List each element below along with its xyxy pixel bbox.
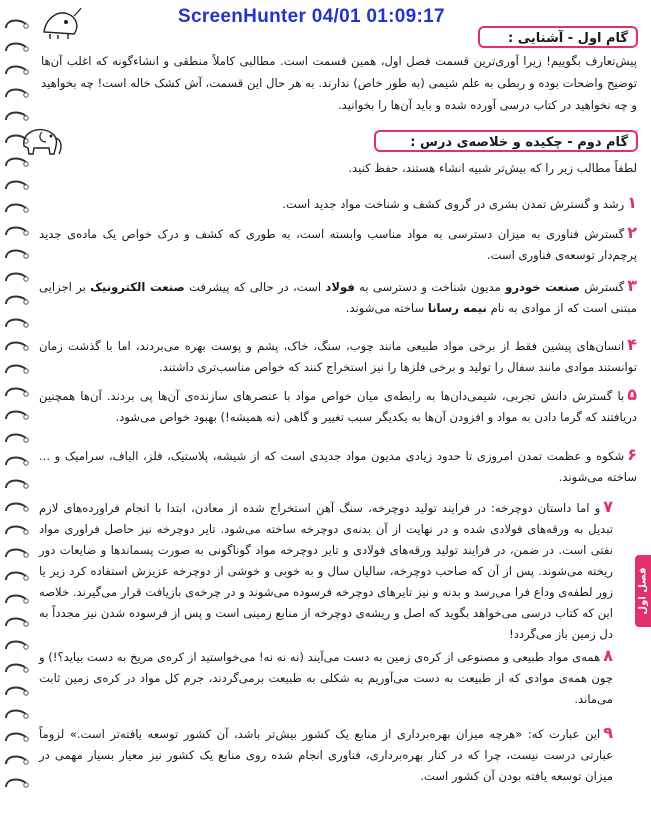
spiral-ring: [4, 363, 30, 377]
item-number: ۲: [627, 223, 637, 242]
item-number: ۳: [627, 276, 637, 295]
spiral-ring: [4, 156, 30, 170]
spiral-ring: [4, 616, 30, 630]
spiral-ring: [4, 432, 30, 446]
summary-item-1: [39, 192, 637, 215]
spiral-ring: [4, 271, 30, 285]
spiral-ring: [4, 662, 30, 676]
cartoon-doodle-icon: [40, 6, 82, 40]
item-bold-term: صنعت خودرو: [505, 280, 581, 294]
item-number: ۹: [603, 723, 613, 742]
step2-lead-text: لطفاً مطالب زیر را که بیش‌تر شبیه انشاء هستند، حفظ کنید.: [348, 161, 637, 175]
item-text: گسترش فناوری به میزان دسترسی به مواد مناسب وابسته است، به طوری که کشف و درک خواص یک ماده‌ی جدید پرچم‌دار توسعه‌ی فناوری است.: [39, 227, 637, 262]
spiral-ring: [4, 593, 30, 607]
spiral-ring: [4, 248, 30, 262]
summary-item-8: [39, 645, 613, 710]
spiral-ring: [4, 294, 30, 308]
spiral-ring: [4, 179, 30, 193]
item-number: ۵: [627, 385, 637, 404]
elephant-icon: [18, 124, 64, 158]
spiral-ring: [4, 64, 30, 78]
item-text: و اما داستان دوچرخه: در فرایند تولید دوچرخه، سنگ آهن استخراج شده از معادن، ابتدا با انجام فراورده‌های لازم تبدیل به ورقه‌های فولادی شده و در نهایت از آن بدنه‌ی دوچرخه ساخته می‌شود. تایر دوچرخه نیز حاصل فراوری مواد نفتی است. در ضمن، در فرایند تولید ورقه‌های فولادی و تایر دوچرخه مواد گوناگونی به صورت پسماندها و ضایعات دور ریخته می‌شوند. پس از آن که صاحب دوچرخه، سالیان سال و به خوبی و خوشی از دوچرخه عزیزش استفاده کرد زیر یا زور لطفه‌ی وداع فرا می‌رسد و بدنه و نیز تایرهای دوچرخه فرسوده می‌شوند و در چرخه‌ی بازیافت قرار می‌گیرند. خلاصه این که کتاب درسی می‌خواهد بگوید که اصل و ریشه‌ی دوچرخه از منابع زمینی است و پس از فرسوده شدن نیز مجدداً به دل زمین باز می‌گردد!: [39, 501, 613, 641]
item-number: ۶: [627, 445, 637, 464]
summary-item-4: [39, 334, 637, 378]
spiral-ring: [4, 639, 30, 653]
spiral-ring: [4, 570, 30, 584]
summary-item-2: [39, 222, 637, 266]
spiral-ring: [4, 455, 30, 469]
step2-heading: گام دوم - چکیده و خلاصه‌ی درس :: [374, 130, 638, 152]
spiral-ring: [4, 41, 30, 55]
chapter-side-tab: [635, 555, 651, 627]
summary-item-7: [39, 496, 613, 645]
item-text: رشد و گسترش تمدن بشری در گروی کشف و شناخت مواد جدید است.: [282, 197, 625, 211]
spiral-ring: [4, 754, 30, 768]
spiral-ring: [4, 225, 30, 239]
item-bold-term: فولاد: [325, 280, 355, 294]
item-number: ۷: [603, 497, 613, 516]
spiral-ring: [4, 18, 30, 32]
spiral-ring: [4, 708, 30, 722]
step1-heading: گام اول - آشنایی :: [478, 26, 638, 48]
chapter-side-tab-label: فصل اول: [637, 567, 649, 615]
spiral-ring: [4, 317, 30, 331]
item-text: بر اجزایی مبتنی است که از موادی به نام: [39, 280, 637, 315]
item-text: انسان‌های پیشین فقط از برخی مواد طبیعی مانند چوب، سنگ، خاک، پشم و پوست بهره می‌بردند، اما با گذشت زمان توانستند موادی مانند سفال را تولید و برخی فلزها را نیز استخراج کنند که خواص مناسب‌تری داشتند.: [39, 339, 637, 374]
summary-item-6: [39, 444, 637, 488]
spiral-ring: [4, 110, 30, 124]
item-bold-term: صنعت الکترونیک: [90, 280, 185, 294]
spiral-ring: [4, 777, 30, 791]
item-text: شکوه و عظمت تمدن امروزی تا حدود زیادی مدیون مواد جدیدی است که از شیشه، پلاستیک، فلز، الیاف، سرامیک و ... ساخته می‌شوند.: [39, 449, 637, 484]
item-text: ساخته می‌شوند.: [345, 301, 428, 315]
item-text: است، در حالی که پیشرفت: [184, 280, 326, 294]
summary-item-9: [39, 722, 613, 787]
spiral-ring: [4, 87, 30, 101]
item-text: با گسترش دانش تجربی، شیمی‌دان‌ها به رابطه‌ی میان خواص مواد با عنصرهای سازنده‌ی آن‌ها پی بردند. آن‌ها همچنین دریافتند که گرما دادن به مواد و افزودن آن‌ها به یکدیگر سبب تغییر و گاهی (نه همیشه!) بهبود خواص می‌شود.: [39, 389, 637, 424]
screenhunter-watermark: ScreenHunter 04/01 01:09:17: [178, 6, 445, 27]
spiral-ring: [4, 409, 30, 423]
spiral-ring: [4, 547, 30, 561]
item-text: این عبارت که: «هرچه میزان بهره‌برداری از منابع یک کشور بیش‌تر باشد، آن کشور توسعه یافته‌تر است.» لزوماً عبارتی درست نیست، چرا که در کنار بهره‌برداری، فناوری انجام شده روی منابع یک کشور نیز معیار بسیار مهمی در میزان توسعه یافته بودن آن کشور است.: [39, 727, 613, 783]
item-number: ۸: [603, 646, 613, 665]
item-text: همه‌ی مواد طبیعی و مصنوعی از کره‌ی زمین به دست می‌آیند (نه نه نه! می‌خواستید از کره‌ی مریخ به دست بیاید؟!) و چون همه‌ی موادی که از طبیعت به دست می‌آوریم به شکلی به طبیعت برمی‌گردند، جرم کل مواد در کره‌ی زمین ثابت می‌ماند.: [39, 650, 613, 706]
item-number: ۱: [627, 193, 637, 212]
item-text: گسترش: [580, 280, 625, 294]
summary-item-5: [39, 384, 637, 428]
spiral-ring: [4, 501, 30, 515]
spiral-ring: [4, 386, 30, 400]
spiral-ring: [4, 731, 30, 745]
item-number: ۴: [627, 335, 637, 354]
spiral-ring: [4, 524, 30, 538]
spiral-ring: [4, 685, 30, 699]
item-bold-term: نیمه رسانا: [427, 301, 487, 315]
step1-intro-paragraph: پیش‌تعارف بگوییم! زیرا آوری‌ترین قسمت فصل اول، همین قسمت است. مطالبی کاملاً منطقی و انشاءگونه که اغلب آن‌ها توضیح واضحات بوده و ربطی به علم شیمی (به طور خاص) ندارند. به هر حال این قسمت، آش کشک خاله است! چه بخواهید و چه نخواهید در کتاب درسی آورده شده و باید آن‌ها را بخوانید.: [41, 54, 637, 112]
summary-item-3: [39, 275, 637, 319]
spiral-ring: [4, 478, 30, 492]
spiral-ring: [4, 202, 30, 216]
spiral-ring: [4, 340, 30, 354]
item-text: مدیون شناخت و دسترسی به: [354, 280, 506, 294]
